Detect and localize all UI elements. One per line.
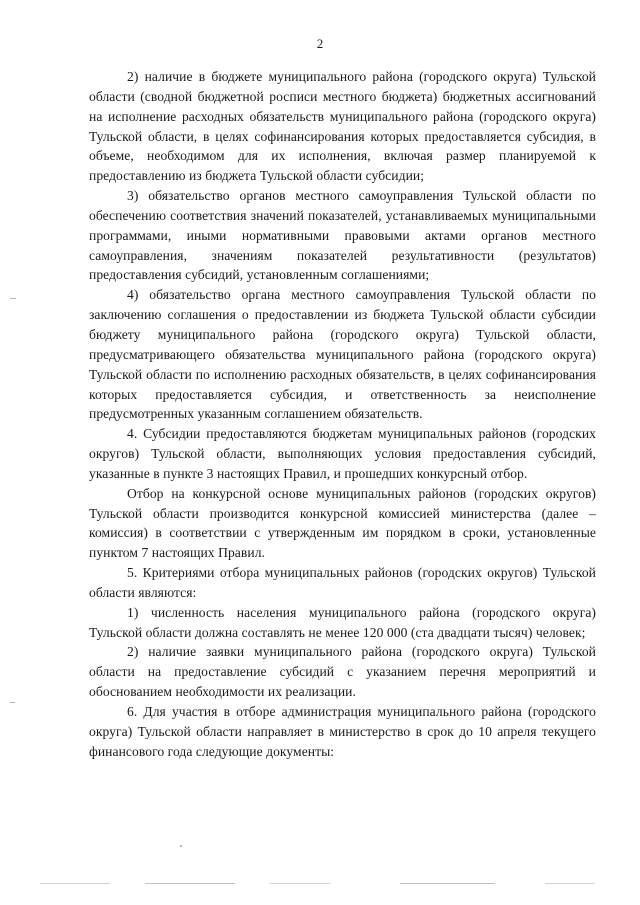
- document-body: [89, 67, 596, 762]
- scan-artifact-left: [10, 298, 16, 299]
- paragraph-item-6: 6. Для участия в отборе администрация муниципального района (городского округа) Тульской области направляет в министерство в срок до 10 апреля текущего финансового года следующие документы:: [89, 704, 596, 759]
- paragraph-item-4: 4. Субсидии предоставляются бюджетам муниципальных районов (городских округов) Тульской области, выполняющих условия предоставления субсидий, указанные в пункте 3 настоящих Правил, и прошедших конкурсный отбор.: [89, 426, 596, 481]
- scan-artifact-left: [10, 702, 15, 703]
- paragraph-criterion-1: 1) численность населения муниципального района (городского округа) Тульской области должна составлять не менее 120 000 (ста двадцати тысяч) человек;: [89, 604, 596, 640]
- paragraph-condition-3: 3) обязательство органов местного самоуправления Тульской области по обеспечению соответствия значений показателей, устанавливаемых муниципальными программами, иными нормативными правовыми актами органов местного самоуправления, значениям показателей результативности (результатов) предоставления субсидий, установленным соглашениями;: [89, 188, 596, 283]
- scan-artifact-bottom: [40, 883, 110, 884]
- paragraph-item-5: 5. Критериями отбора муниципальных районов (городских округов) Тульской области являются:: [89, 565, 596, 600]
- scan-artifact-dot: [180, 845, 182, 847]
- paragraph-criterion-2: 2) наличие заявки муниципального района (городского округа) Тульской области на предоставление субсидий с указанием перечня мероприятий и обоснованием необходимости их реализации.: [89, 644, 596, 700]
- paragraph-condition-2: 2) наличие в бюджете муниципального района (городского округа) Тульской области (сводной бюджетной росписи местного бюджета) бюджетных ассигнований на исполнение расходных обязательств муниципального района (городского округа) Тульской области, в целях софинансирования которых предоставляется субсидия, в объеме, необходимом для их исполнения, включая размер планируемой к предоставлению из бюджета Тульской области субсидии;: [89, 69, 596, 184]
- paragraph-selection: Отбор на конкурсной основе муниципальных районов (городских округов) Тульской области производится конкурсной комиссией министерства (далее – комиссия) в соответствии с утвержденным им порядком в сроки, установленные пунктом 7 настоящих Правил.: [89, 485, 596, 561]
- page-number: 2: [316, 36, 324, 51]
- scan-artifact-bottom: [145, 883, 235, 884]
- scan-artifact-bottom: [400, 883, 495, 884]
- paragraph-condition-4: 4) обязательство органа местного самоуправления Тульской области по заключению соглашения о предоставлении из бюджета Тульской области субсидии бюджету муниципального района (городского округа) Тульской области, предусматривающего обязательства муниципального района (городского округа) Тульской области по исполнению расходных обязательств, в целях софинансирования которых предоставляется субсидия, и ответственность за неисполнение предусмотренных указанным соглашением обязательств.: [89, 287, 596, 422]
- scan-artifact-bottom: [545, 883, 595, 884]
- scan-artifact-bottom: [270, 883, 330, 884]
